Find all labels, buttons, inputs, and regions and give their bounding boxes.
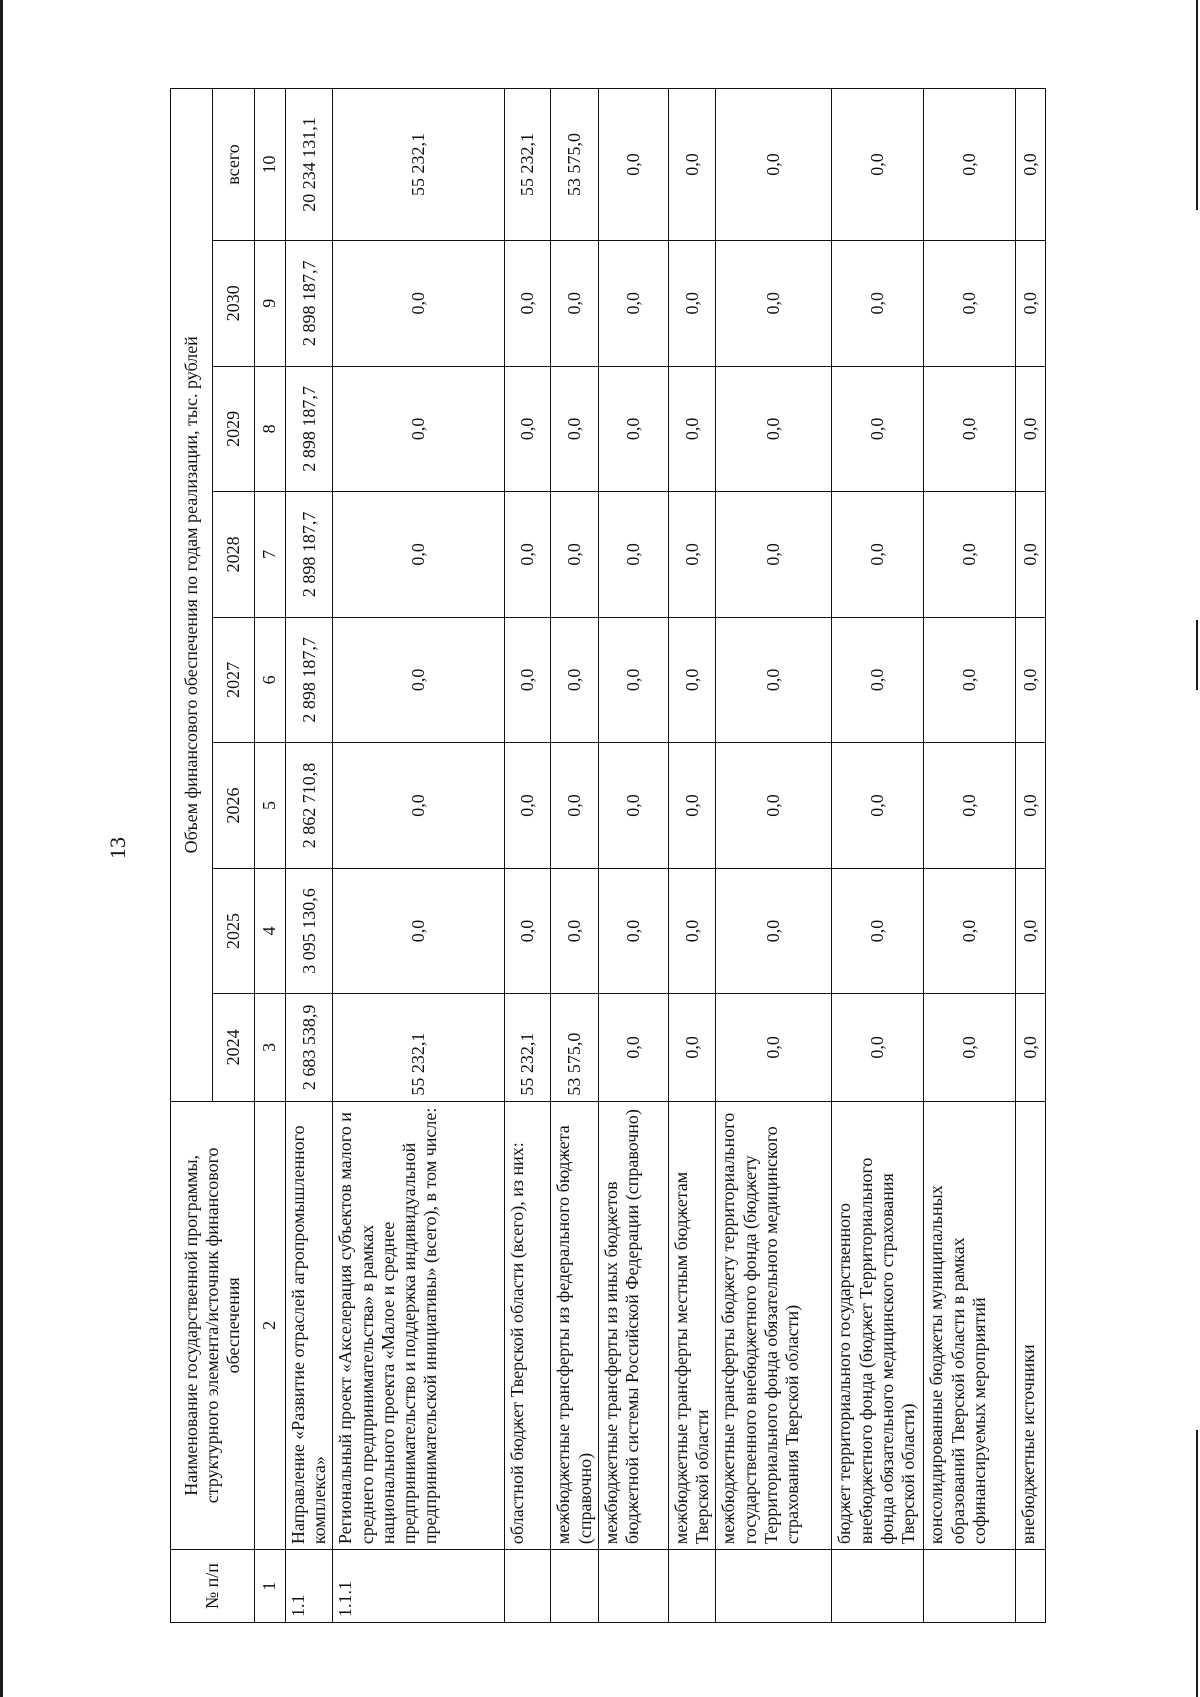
value-cell: 0,0 [716, 492, 832, 618]
column-number: 4 [255, 868, 286, 994]
value-cell: 0,0 [832, 994, 924, 1101]
value-cell: 0,0 [924, 868, 1016, 994]
column-number: 6 [255, 617, 286, 743]
value-cell: 0,0 [598, 617, 668, 743]
value-cell: 0,0 [668, 89, 715, 241]
value-cell: 0,0 [505, 240, 551, 366]
table-row [505, 89, 551, 1623]
value-cell: 55 232,1 [505, 994, 551, 1101]
value-cell: 0,0 [505, 617, 551, 743]
column-number: 3 [255, 994, 286, 1101]
value-cell: 0,0 [1016, 617, 1046, 743]
value-cell: 0,0 [716, 89, 832, 241]
value-cell: 0,0 [505, 366, 551, 492]
scan-edge-right [1196, 1430, 1198, 1697]
row-number [1016, 1550, 1046, 1623]
value-cell: 53 575,0 [551, 89, 598, 241]
table-row [716, 89, 832, 1623]
value-cell: 55 232,1 [505, 89, 551, 241]
row-number [716, 1550, 832, 1623]
value-cell: 0,0 [668, 617, 715, 743]
value-cell: 0,0 [551, 240, 598, 366]
value-cell: 3 095 130,6 [286, 868, 333, 994]
value-cell: 0,0 [1016, 240, 1046, 366]
row-name: Направление «Развитие отраслей агропромышленного комплекса» [286, 1101, 333, 1550]
row-name: областной бюджет Тверской области (всего), из них: [505, 1101, 551, 1550]
financing-table [170, 88, 1046, 1623]
value-cell: 0,0 [598, 994, 668, 1101]
value-cell: 0,0 [598, 492, 668, 618]
table-row [832, 89, 924, 1623]
header-total: всего [213, 89, 255, 241]
value-cell: 0,0 [716, 743, 832, 869]
value-cell: 0,0 [924, 994, 1016, 1101]
row-name: бюджет территориального государственного внебюджетного фонда (бюджет Территориального фонда обязательного медицинского страхования Тверской области) [832, 1101, 924, 1550]
value-cell: 0,0 [924, 366, 1016, 492]
rotated-table-container [170, 88, 1050, 1623]
value-cell: 0,0 [924, 743, 1016, 869]
value-cell: 0,0 [716, 366, 832, 492]
value-cell: 0,0 [668, 868, 715, 994]
value-cell: 0,0 [832, 89, 924, 241]
value-cell: 0,0 [505, 492, 551, 618]
value-cell: 2 898 187,7 [286, 240, 333, 366]
value-cell: 0,0 [551, 743, 598, 869]
value-cell: 0,0 [668, 240, 715, 366]
scan-edge-right [1196, 620, 1198, 690]
value-cell: 0,0 [333, 617, 505, 743]
row-number [551, 1550, 598, 1623]
row-number [832, 1550, 924, 1623]
header-year: 2024 [213, 994, 255, 1101]
value-cell: 0,0 [505, 868, 551, 994]
value-cell: 0,0 [924, 617, 1016, 743]
row-name: внебюджетные источники [1016, 1101, 1046, 1550]
value-cell: 0,0 [551, 617, 598, 743]
value-cell: 0,0 [1016, 743, 1046, 869]
value-cell: 0,0 [1016, 868, 1046, 994]
table-row [668, 89, 715, 1623]
header-year: 2030 [213, 240, 255, 366]
column-number-row [255, 89, 286, 1623]
value-cell: 0,0 [333, 492, 505, 618]
value-cell: 2 683 538,9 [286, 994, 333, 1101]
value-cell: 2 898 187,7 [286, 366, 333, 492]
value-cell: 0,0 [668, 492, 715, 618]
row-number [924, 1550, 1016, 1623]
value-cell: 0,0 [924, 492, 1016, 618]
value-cell: 0,0 [832, 617, 924, 743]
row-number [505, 1550, 551, 1623]
value-cell: 0,0 [832, 492, 924, 618]
value-cell: 0,0 [716, 240, 832, 366]
value-cell: 0,0 [551, 868, 598, 994]
header-year: 2026 [213, 743, 255, 869]
table-row [333, 89, 505, 1623]
column-number: 7 [255, 492, 286, 618]
value-cell: 0,0 [924, 240, 1016, 366]
value-cell: 0,0 [598, 868, 668, 994]
row-name: межбюджетные трансферты местным бюджетам Тверской области [668, 1101, 715, 1550]
header-year: 2027 [213, 617, 255, 743]
value-cell: 20 234 131,1 [286, 89, 333, 241]
value-cell: 0,0 [716, 617, 832, 743]
row-name: Региональный проект «Акселерация субъектов малого и среднего предпринимательства» в рамках национального проекта «Малое и среднее предпринимательство и поддержка индивидуальной предпринимательской инициативы» (всего), в том числе: [333, 1101, 505, 1550]
value-cell: 0,0 [598, 366, 668, 492]
value-cell: 0,0 [505, 743, 551, 869]
value-cell: 0,0 [924, 89, 1016, 241]
header-year: 2029 [213, 366, 255, 492]
column-number: 2 [255, 1101, 286, 1550]
column-number: 5 [255, 743, 286, 869]
value-cell: 0,0 [551, 492, 598, 618]
value-cell: 0,0 [716, 868, 832, 994]
table-row [924, 89, 1016, 1623]
row-number [668, 1550, 715, 1623]
value-cell: 55 232,1 [333, 89, 505, 241]
value-cell: 0,0 [668, 994, 715, 1101]
header-year: 2025 [213, 868, 255, 994]
column-number: 9 [255, 240, 286, 366]
header-financing-group: Объем финансового обеспечения по годам реализации, тыс. рублей [171, 89, 213, 1102]
value-cell: 0,0 [598, 743, 668, 869]
value-cell: 0,0 [668, 366, 715, 492]
value-cell: 55 232,1 [333, 994, 505, 1101]
value-cell: 0,0 [832, 366, 924, 492]
value-cell: 0,0 [1016, 492, 1046, 618]
value-cell: 0,0 [333, 366, 505, 492]
value-cell: 53 575,0 [551, 994, 598, 1101]
row-name: межбюджетные трансферты из федерального бюджета (справочно) [551, 1101, 598, 1550]
page-number: 13 [105, 837, 130, 859]
row-number [598, 1550, 668, 1623]
value-cell: 0,0 [832, 743, 924, 869]
scan-edge-left [0, 0, 3, 1697]
table-row [286, 89, 333, 1623]
value-cell: 0,0 [551, 366, 598, 492]
table-row [1016, 89, 1046, 1623]
value-cell: 0,0 [668, 743, 715, 869]
value-cell: 0,0 [333, 743, 505, 869]
table-row [551, 89, 598, 1623]
row-name: межбюджетные трансферты из иных бюджетов бюджетной системы Российской Федерации (справочно) [598, 1101, 668, 1550]
value-cell: 0,0 [716, 994, 832, 1101]
value-cell: 0,0 [598, 89, 668, 241]
value-cell: 0,0 [333, 240, 505, 366]
value-cell: 0,0 [1016, 366, 1046, 492]
table-row [598, 89, 668, 1623]
value-cell: 0,0 [832, 868, 924, 994]
header-year: 2028 [213, 492, 255, 618]
value-cell: 0,0 [1016, 89, 1046, 241]
column-number: 10 [255, 89, 286, 241]
row-name: межбюджетные трансферты бюджету территориального государственного внебюджетного фонда (бюджету Территориального фонда обязательного медицинского страхования Тверской области) [716, 1101, 832, 1550]
row-number: 1.1 [286, 1550, 333, 1623]
header-number: № п/п [171, 1550, 255, 1623]
column-number: 8 [255, 366, 286, 492]
value-cell: 2 898 187,7 [286, 617, 333, 743]
value-cell: 2 862 710,8 [286, 743, 333, 869]
header-name: Наименование государственной программы, структурного элемента/источник финансового обеспечения [171, 1101, 255, 1550]
column-number: 1 [255, 1550, 286, 1623]
value-cell: 0,0 [333, 868, 505, 994]
value-cell: 0,0 [1016, 994, 1046, 1101]
row-name: консолидированные бюджеты муниципальных образований Тверской области в рамках софинансируемых мероприятий [924, 1101, 1016, 1550]
value-cell: 0,0 [598, 240, 668, 366]
value-cell: 0,0 [832, 240, 924, 366]
value-cell: 2 898 187,7 [286, 492, 333, 618]
row-number: 1.1.1 [333, 1550, 505, 1623]
scan-edge-right [1196, 0, 1198, 210]
